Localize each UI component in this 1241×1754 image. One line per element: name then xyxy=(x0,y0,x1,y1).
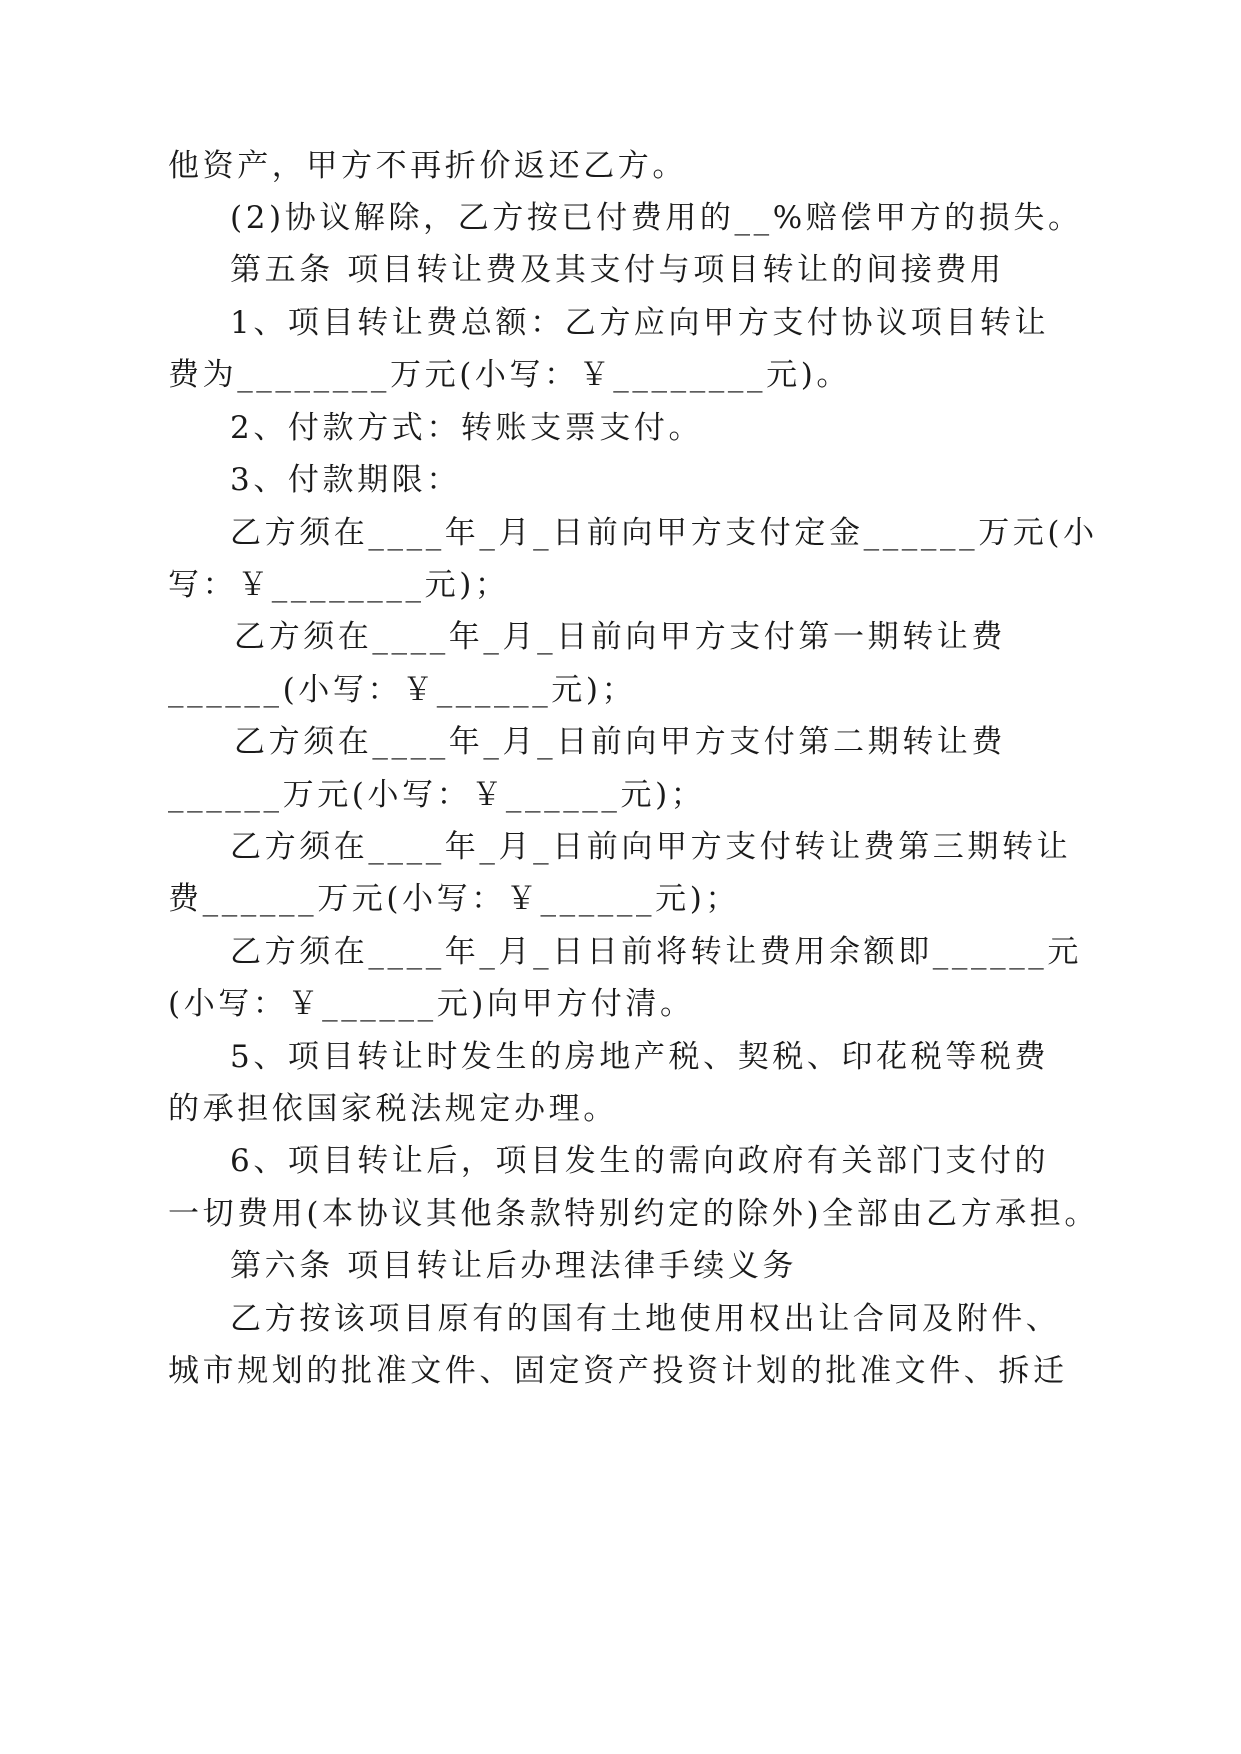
paragraph-line: 他资产，甲方不再折价返还乙方。 xyxy=(168,148,687,184)
paragraph-line: 3、付款期限： xyxy=(230,462,461,498)
paragraph-line: 乙方须在____年_月_日前向甲方支付第一期转让费 xyxy=(234,619,1006,655)
paragraph-line: ______万元(小写：￥______元)； xyxy=(168,777,706,813)
paragraph-line: 费______万元(小写：￥______元)； xyxy=(168,881,740,917)
paragraph-line: 乙方须在____年_月_日日前将转让费用余额即______元 xyxy=(230,934,1082,970)
paragraph-line: 6、项目转让后，项目发生的需向政府有关部门支付的 xyxy=(230,1143,1050,1179)
paragraph-line: 一切费用(本协议其他条款特别约定的除外)全部由乙方承担。 xyxy=(168,1196,1099,1232)
paragraph-line: 乙方须在____年_月_日前向甲方支付定金______万元(小 xyxy=(230,515,1098,551)
section-heading: 第六条 项目转让后办理法律手续义务 xyxy=(230,1248,798,1284)
paragraph-line: 乙方须在____年_月_日前向甲方支付转让费第三期转让 xyxy=(230,829,1072,865)
paragraph-line: 1、项目转让费总额：乙方应向甲方支付协议项目转让 xyxy=(230,305,1050,341)
paragraph-line: 2、付款方式：转账支票支付。 xyxy=(230,410,704,446)
section-heading: 第五条 项目转让费及其支付与项目转让的间接费用 xyxy=(230,252,1005,288)
paragraph-line: 城市规划的批准文件、固定资产投资计划的批准文件、拆迁 xyxy=(168,1353,1068,1389)
paragraph-line: 乙方按该项目原有的国有土地使用权出让合同及附件、 xyxy=(230,1301,1061,1337)
paragraph-line: 5、项目转让时发生的房地产税、契税、印花税等税费 xyxy=(230,1039,1050,1075)
paragraph-line: (2)协议解除，乙方按已付费用的__%赔偿甲方的损失。 xyxy=(230,200,1083,236)
paragraph-line: ______(小写：￥______元)； xyxy=(168,672,637,708)
paragraph-line: 费为________万元(小写：￥________元)。 xyxy=(168,357,851,393)
paragraph-line: 的承担依国家税法规定办理。 xyxy=(168,1091,618,1127)
paragraph-line: 乙方须在____年_月_日前向甲方支付第二期转让费 xyxy=(234,724,1006,760)
paragraph-line: 写：￥________元)； xyxy=(168,567,510,603)
paragraph-line: (小写：￥______元)向甲方付清。 xyxy=(168,986,695,1022)
